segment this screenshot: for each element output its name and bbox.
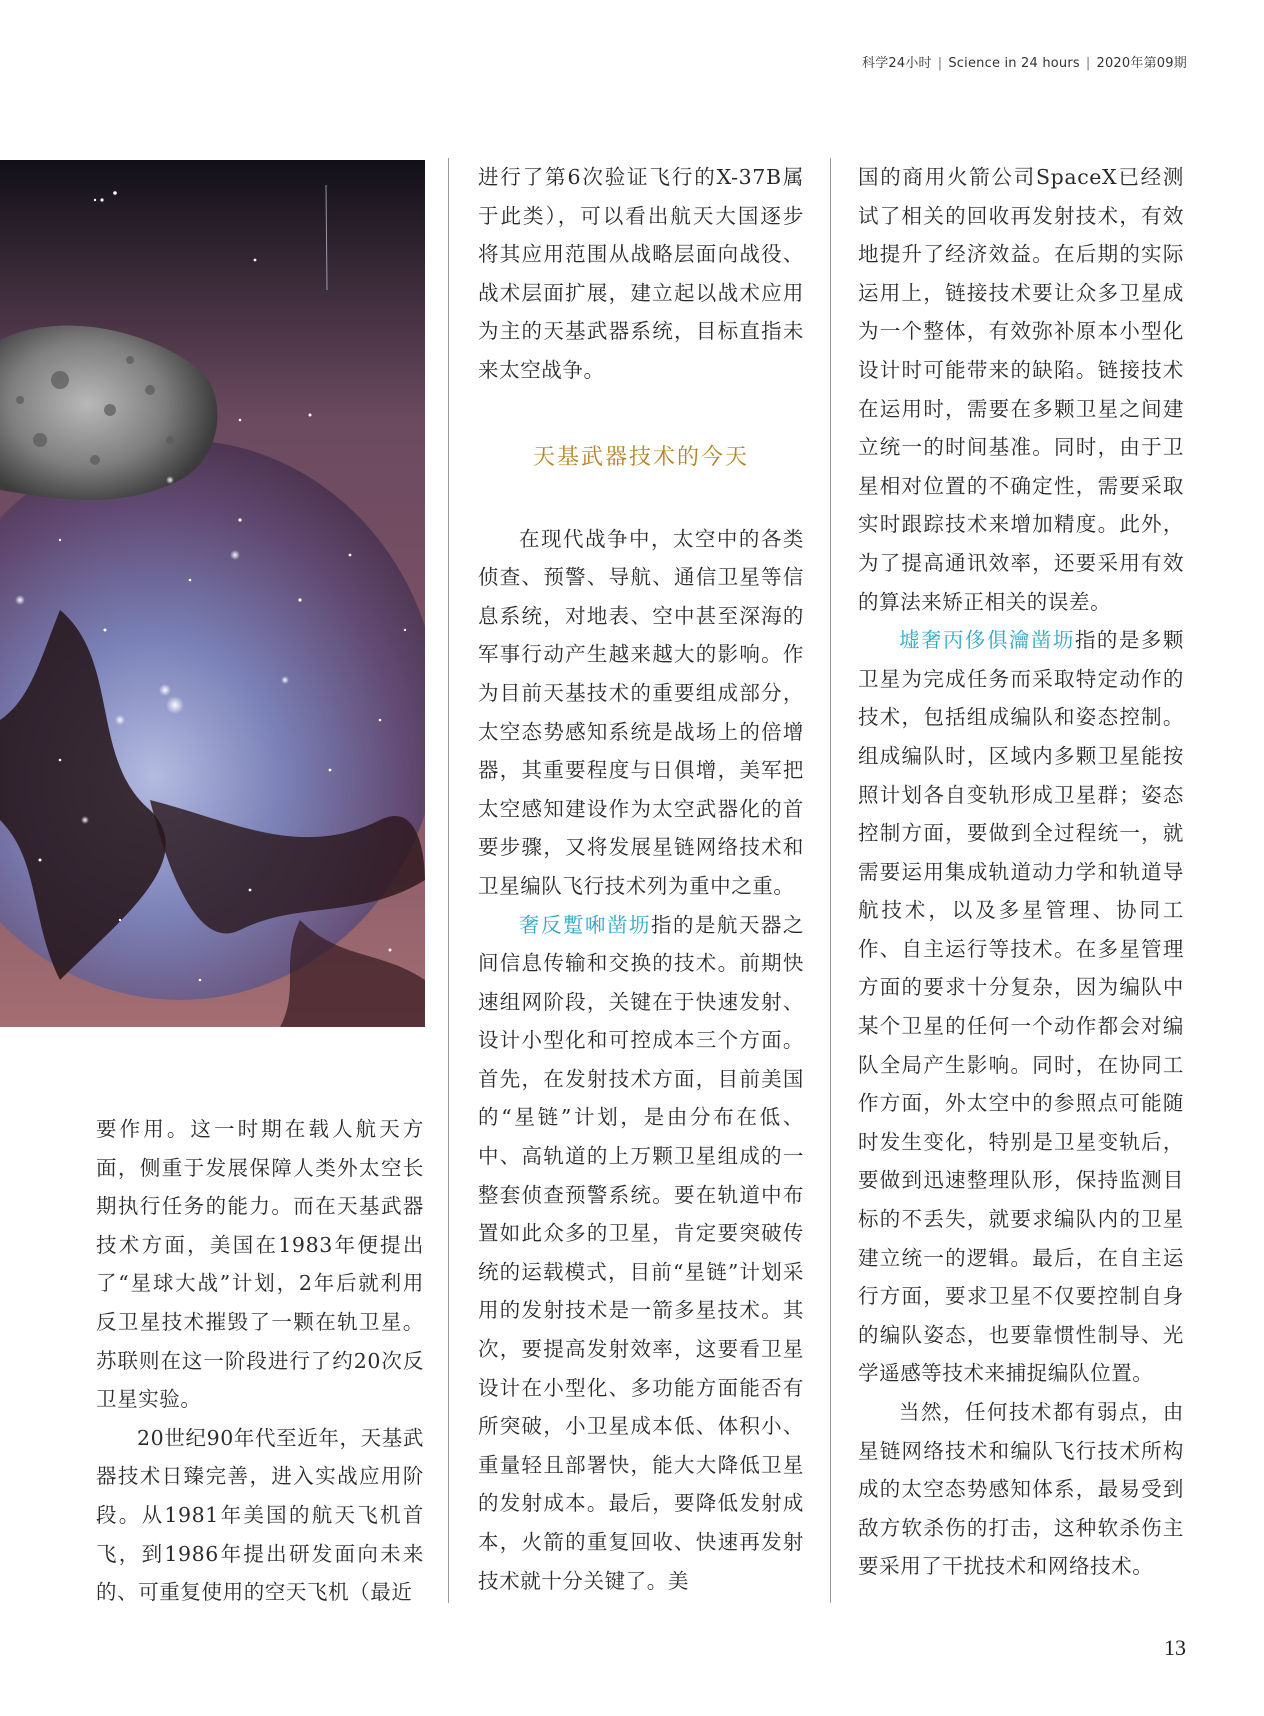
text-column-3 — [858, 158, 1184, 1586]
page-number: 13 — [1164, 1635, 1186, 1660]
paragraph: 进行了第6次验证飞行的X-37B属于此类），可以看出航天大国逐步将其应用范围从战略层面向战役、战术层面扩展，建立起以战术应用为主的天基武器系统，目标直指未来太空战争。 — [478, 165, 804, 382]
running-header — [862, 52, 1187, 71]
magazine-name: 科学24小时 — [862, 56, 932, 71]
section-heading: 天基武器技术的今天 — [532, 444, 749, 470]
paragraph — [858, 621, 1184, 1393]
paragraph: 当然，任何技术都有弱点，由星链网络技术和编队飞行技术所构成的太空态势感知体系，最易受到敌方软杀伤的打击，这种软杀伤主要采用了干扰技术和网络技术。 — [858, 1400, 1184, 1579]
issue-label: 2020年第09期 — [1096, 56, 1187, 71]
paragraph: 国的商用火箭公司SpaceX已经测试了相关的回收再发射技术，有效地提升了经济效益。在后期的实际运用上，链接技术要让众多卫星成为一个整体，有效弥补原本小型化设计时可能带来的缺陷。链接技术在运用时，需要在多颗卫星之间建立统一的时间基准。同时，由于卫星相对位置的不确定性，需要采取实时跟踪技术来增加精度。此外，为了提高通讯效率，还要采用有效的算法来矫正相关的误差。 — [858, 165, 1184, 614]
paragraph: 20世纪90年代至近年，天基武器技术日臻完善，进入实战应用阶段。从1981年美国的航天飞机首飞，到1986年提出研发面向未来的、可重复使用的空天飞机（最近 — [96, 1425, 424, 1605]
header-separator: | — [937, 56, 943, 71]
magazine-english-name: Science in 24 hours — [948, 56, 1080, 71]
space-nebula-image — [0, 160, 425, 1027]
text-column-2 — [478, 158, 804, 1600]
column-divider — [830, 158, 831, 1603]
term-highlight: 奢反蹔啝凿坜 — [519, 912, 651, 937]
paragraph-text: 指的是航天器之间信息传输和交换的技术。前期快速组网阶段，关键在于快速发射、设计小型化和可控成本三个方面。首先，在发射技术方面，目前美国的“星链”计划，是由分布在低、中、高轨道的上万颗卫星组成的一整套侦查预警系统。要在轨道中布置如此众多的卫星，肯定要突破传统的运载模式，目前“星链”计划采用的发射技术是一箭多星技术。其次，要提高发射效率，这要看卫星设计在小型化、多功能方面能否有所突破，小卫星成本低、体积小、重量轻且部署快，能大大降低卫星的发射成本。最后，要降低发射成本，火箭的重复回收、快速再发射技术就十分关键了。美 — [478, 912, 804, 1593]
text-column-1 — [96, 1110, 424, 1612]
paragraph-text: 指的是多颗卫星为完成任务而采取特定动作的技术，包括组成编队和姿态控制。组成编队时，区域内多颗卫星能按照计划各自变轨形成卫星群；姿态控制方面，要做到全过程统一，就需要运用集成轨道动力学和轨道导航技术，以及多星管理、协同工作、自主运行等技术。在多星管理方面的要求十分复杂，因为编队中某个卫星的任何一个动作都会对编队全局产生影响。同时，在协同工作方面，外太空中的参照点可能随时发生变化，特别是卫星变轨后，要做到迅速整理队形，保持监测目标的不丢失，就要求编队内的卫星建立统一的逻辑。最后，在自主运行方面，要求卫星不仅要控制自身的编队姿态，也要靠惯性制导、光学遥感等技术来捕捉编队位置。 — [858, 628, 1184, 1386]
term-highlight: 墟奢丙侈俱瀹凿坜 — [899, 628, 1075, 653]
paragraph: 要作用。这一时期在载人航天方面，侧重于发展保障人类外太空长期执行任务的能力。而在天基武器技术方面，美国在1983年便提出了“星球大战”计划，2年后就利用反卫星技术摧毁了一颗在轨卫星。苏联则在这一阶段进行了约20次反卫星实验。 — [96, 1117, 424, 1412]
paragraph: 在现代战争中，太空中的各类侦查、预警、导航、通信卫星等信息系统，对地表、空中甚至深海的军事行动产生越来越大的影响。作为目前天基技术的重要组成部分，太空态势感知系统是战场上的倍增器，其重要程度与日俱增，美军把太空感知建设作为太空武器化的首要步骤，又将发展星链网络技术和卫星编队飞行技术列为重中之重。 — [478, 526, 804, 898]
header-separator: | — [1085, 56, 1091, 71]
paragraph — [478, 906, 804, 1601]
column-divider — [448, 158, 449, 1603]
